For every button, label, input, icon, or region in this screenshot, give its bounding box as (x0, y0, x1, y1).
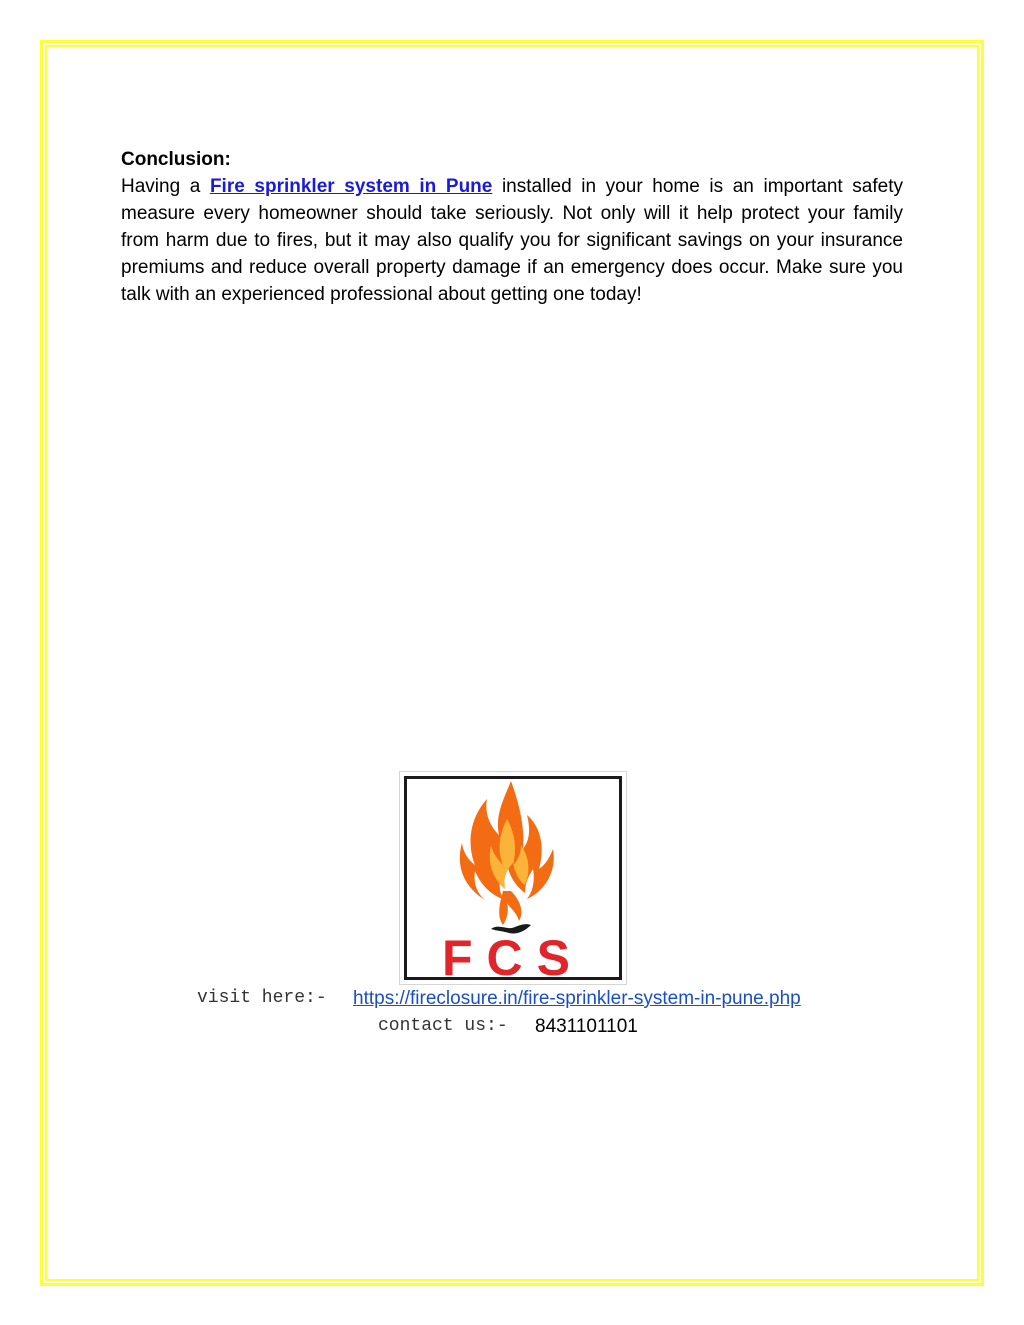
logo-text: FCS (442, 930, 584, 977)
paragraph-text-before: Having a (121, 176, 210, 197)
section-heading: Conclusion: (121, 149, 231, 170)
conclusion-paragraph (121, 173, 903, 308)
fire-sprinkler-link[interactable]: Fire sprinkler system in Pune (209, 176, 493, 197)
fcs-logo (404, 776, 622, 980)
conclusion-section (121, 146, 903, 308)
website-link[interactable]: https://fireclosure.in/fire-sprinkler-system-in-pune.php (353, 988, 801, 1009)
flame-icon (460, 781, 554, 934)
paragraph-text-after: installed in your home is an important safety measure every homeowner should take seriously. Not only will it help protect your family from harm due to fires, but it may also qualify you for significant savings on your insurance premiums and reduce overall property damage if an emergency does occur. Make sure you talk with an experienced professional about getting one today! (121, 176, 903, 305)
contact-label: contact us:- (378, 1016, 508, 1036)
phone-number: 8431101101 (535, 1016, 638, 1037)
visit-label: visit here:- (197, 988, 327, 1008)
logo-graphic (407, 779, 619, 977)
